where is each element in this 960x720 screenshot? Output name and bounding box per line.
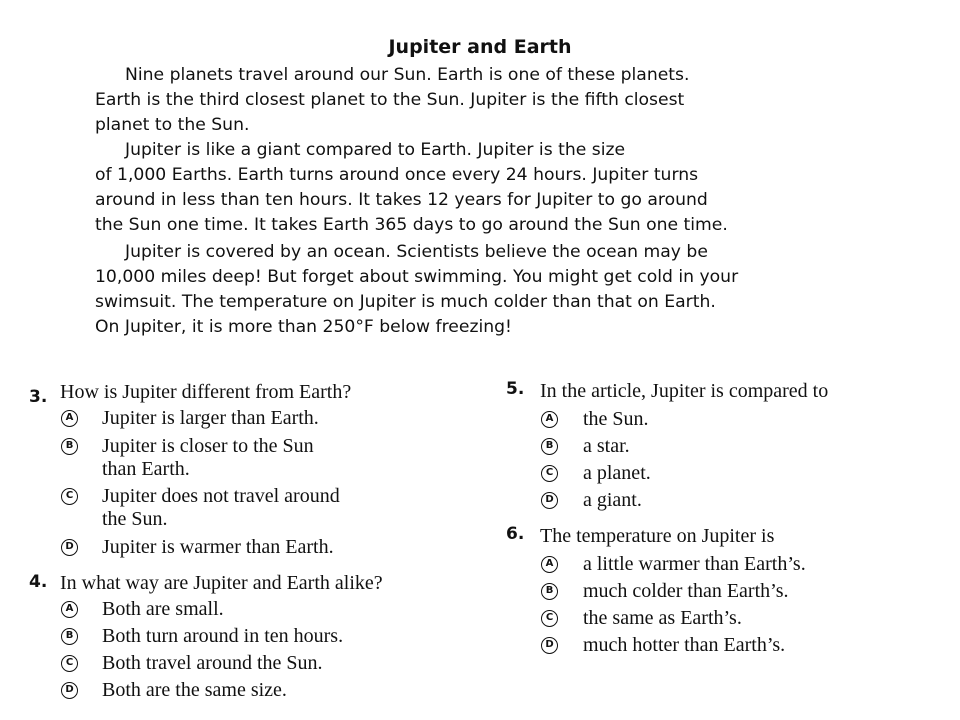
passage-line: the Sun one time. It takes Earth 365 days to go around the Sun one time. (95, 215, 728, 235)
answer-bubble[interactable]: C (61, 655, 78, 672)
passage-line: around in less than ten hours. It takes 12 years for Jupiter to go around (95, 190, 708, 210)
answer-text: Jupiter does not travel around (102, 485, 340, 507)
answer-text: a giant. (583, 489, 642, 511)
passage-line: Nine planets travel around our Sun. Earth is one of these planets. (125, 65, 690, 85)
answer-text: a star. (583, 435, 630, 457)
question-number: 6. (506, 524, 525, 544)
answer-bubble[interactable]: C (541, 610, 558, 627)
answer-text: Both are small. (102, 598, 224, 620)
answer-text: Jupiter is closer to the Sun (102, 435, 314, 457)
passage-line: swimsuit. The temperature on Jupiter is much colder than that on Earth. (95, 292, 716, 312)
answer-bubble[interactable]: C (541, 465, 558, 482)
answer-bubble[interactable]: D (541, 637, 558, 654)
answer-text: Jupiter is warmer than Earth. (102, 536, 334, 558)
answer-text: a planet. (583, 462, 651, 484)
passage-line: of 1,000 Earths. Earth turns around once every 24 hours. Jupiter turns (95, 165, 699, 185)
answer-text: a little warmer than Earth’s. (583, 553, 806, 575)
passage-line: planet to the Sun. (95, 115, 250, 135)
passage-line: Jupiter is covered by an ocean. Scientists believe the ocean may be (125, 242, 708, 262)
answer-bubble[interactable]: D (61, 682, 78, 699)
passage-line: Earth is the third closest planet to the Sun. Jupiter is the fifth closest (95, 90, 685, 110)
answer-bubble[interactable]: D (61, 539, 78, 556)
answer-bubble[interactable]: A (61, 601, 78, 618)
question-text: In what way are Jupiter and Earth alike? (60, 572, 383, 594)
answer-text: Jupiter is larger than Earth. (102, 407, 319, 429)
answer-bubble[interactable]: B (61, 628, 78, 645)
answer-bubble[interactable]: D (541, 492, 558, 509)
answer-text: the Sun. (102, 508, 168, 530)
answer-text: Both are the same size. (102, 679, 287, 701)
answer-bubble[interactable]: B (61, 438, 78, 455)
answer-text: Both travel around the Sun. (102, 652, 323, 674)
answer-bubble[interactable]: C (61, 488, 78, 505)
answer-bubble[interactable]: B (541, 438, 558, 455)
answer-bubble[interactable]: B (541, 583, 558, 600)
question-text: In the article, Jupiter is compared to (540, 380, 829, 402)
question-text: How is Jupiter different from Earth? (60, 381, 352, 403)
passage-line: On Jupiter, it is more than 250°F below freezing! (95, 317, 512, 337)
answer-text: than Earth. (102, 458, 190, 480)
passage-line: Jupiter is like a giant compared to Earth. Jupiter is the size (125, 140, 626, 160)
answer-text: the Sun. (583, 408, 649, 430)
passage-line: 10,000 miles deep! But forget about swimming. You might get cold in your (95, 267, 739, 287)
answer-text: much colder than Earth’s. (583, 580, 789, 602)
answer-bubble[interactable]: A (541, 411, 558, 428)
answer-bubble[interactable]: A (541, 556, 558, 573)
question-number: 5. (506, 379, 525, 399)
answer-text: much hotter than Earth’s. (583, 634, 786, 656)
answer-bubble[interactable]: A (61, 410, 78, 427)
answer-text: Both turn around in ten hours. (102, 625, 344, 647)
passage-title: Jupiter and Earth (388, 36, 572, 58)
question-number: 4. (29, 572, 48, 592)
answer-text: the same as Earth’s. (583, 607, 742, 629)
question-text: The temperature on Jupiter is (540, 525, 775, 547)
question-number: 3. (29, 387, 48, 407)
